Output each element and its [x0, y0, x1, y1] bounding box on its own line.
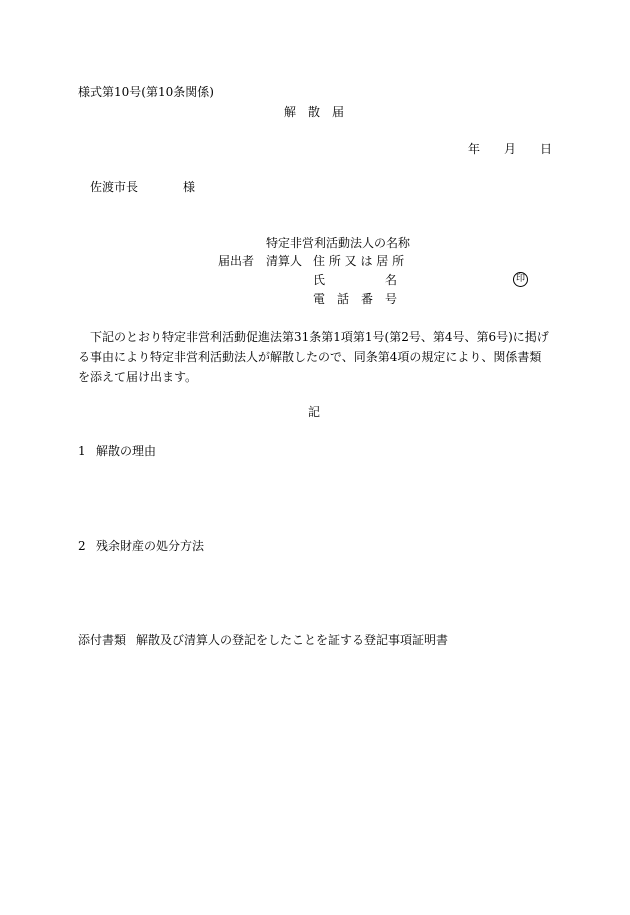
form-number: 様式第10号(第10条関係) [78, 85, 214, 99]
attachments-text: 解散及び清算人の登記をしたことを証する登記事項証明書 [136, 633, 449, 647]
item-2-label: 残余財産の処分方法 [96, 539, 205, 553]
ki-heading: 記 [308, 405, 321, 419]
name-label-2: 名 [385, 273, 398, 287]
date-year: 年 [468, 142, 481, 156]
addressee-honorific: 様 [183, 180, 196, 194]
address-label: 住 所 又 は 居 所 [313, 254, 405, 268]
attachments-label: 添付書類 [78, 633, 127, 647]
org-name-label: 特定非営利活動法人の名称 [266, 236, 411, 250]
seal-mark: 印 [513, 272, 528, 287]
phone-label: 電 話 番 号 [313, 292, 398, 306]
addressee-name: 佐渡市長 [90, 180, 139, 194]
submitter-label: 届出者 清算人 [218, 254, 303, 268]
name-label-1: 氏 [313, 273, 326, 287]
date-month: 月 [504, 142, 517, 156]
document-title: 解 散 届 [284, 105, 345, 119]
item-1-number: 1 [78, 444, 86, 458]
item-1-label: 解散の理由 [96, 444, 157, 458]
date-day: 日 [540, 142, 553, 156]
item-2-number: 2 [78, 539, 86, 553]
body-paragraph: 下記のとおり特定非営利活動促進法第31条第1項第1号(第2号、第4号、第6号)に掲げる事由により特定非営利活動法人が解散したので、同条第4項の規定により、関係書類を添えて届け出ます。 [78, 330, 549, 384]
